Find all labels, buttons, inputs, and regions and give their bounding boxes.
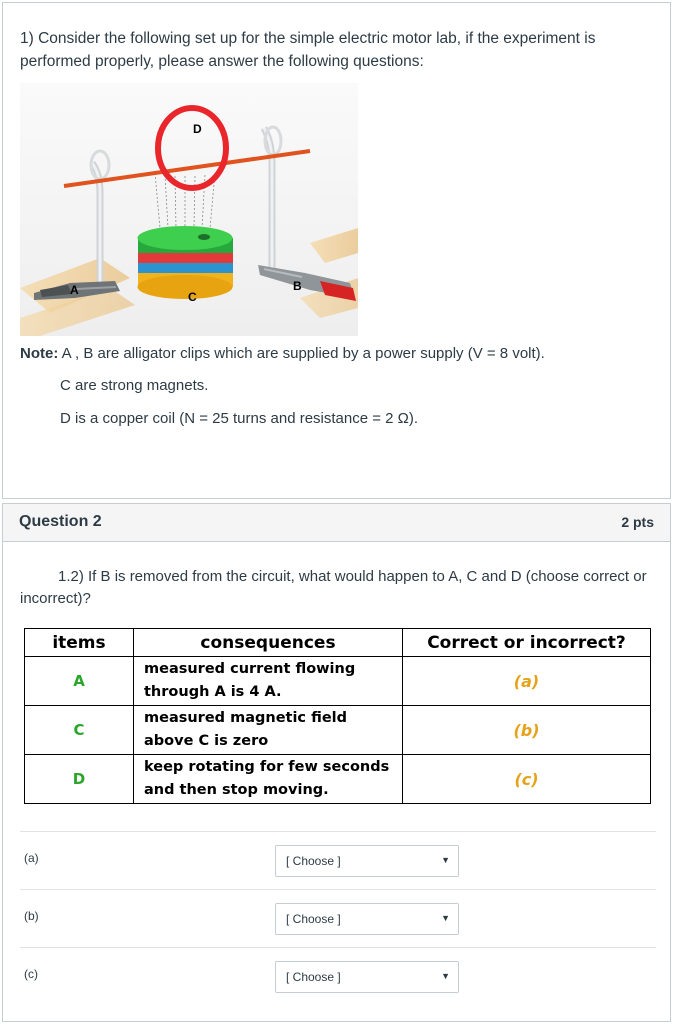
header-items: items bbox=[25, 629, 134, 657]
note-line-3: D is a copper coil (N = 25 turns and resistance = 2 Ω). bbox=[60, 410, 419, 427]
dropdown-arrow-icon: ▼ bbox=[441, 971, 450, 981]
row-answer: (b) bbox=[403, 706, 651, 755]
header-consequences: consequences bbox=[134, 629, 403, 657]
question-header bbox=[3, 504, 670, 542]
dropdown-c-value: [ Choose ] bbox=[286, 970, 341, 984]
dropdown-b[interactable] bbox=[275, 903, 459, 935]
label-c: C bbox=[188, 290, 197, 304]
question-text: 1.2) If B is removed from the circuit, what would happen to A, C and D (choose correct or incorrect)? bbox=[20, 568, 647, 607]
note-line-2: C are strong magnets. bbox=[60, 377, 209, 394]
row-item: C bbox=[25, 706, 134, 755]
note-line-1 bbox=[20, 345, 545, 362]
row-consequence: keep rotating for few seconds and then stop moving. bbox=[134, 755, 403, 804]
motor-lab-illustration bbox=[20, 83, 358, 336]
dropdown-a[interactable] bbox=[275, 845, 459, 877]
label-b: B bbox=[293, 279, 302, 293]
question-context-card bbox=[2, 2, 671, 499]
dropdown-c[interactable] bbox=[275, 961, 459, 993]
row-item: A bbox=[25, 657, 134, 706]
dropdown-label-a: (a) bbox=[24, 851, 39, 865]
header-correct: Correct or incorrect? bbox=[403, 629, 651, 657]
row-answer: (c) bbox=[403, 755, 651, 804]
row-answer: (a) bbox=[403, 657, 651, 706]
dropdown-label-c: (c) bbox=[24, 967, 38, 981]
table-row bbox=[25, 657, 651, 706]
question-card bbox=[2, 503, 671, 1022]
question-title: Question 2 bbox=[19, 513, 102, 530]
note-text-1: A , B are alligator clips which are supplied by a power supply (V = 8 volt). bbox=[58, 345, 545, 362]
label-a: A bbox=[70, 283, 79, 297]
dropdown-label-b: (b) bbox=[24, 909, 39, 923]
row-consequence: measured current flowing through A is 4 A. bbox=[134, 657, 403, 706]
row-consequence: measured magnetic field above C is zero bbox=[134, 706, 403, 755]
dropdown-arrow-icon: ▼ bbox=[441, 913, 450, 923]
divider bbox=[20, 831, 656, 832]
table-row bbox=[25, 706, 651, 755]
row-item: D bbox=[25, 755, 134, 804]
intro-text: 1) Consider the following set up for the simple electric motor lab, if the experiment is performed properly, please answer the following questions: bbox=[20, 30, 596, 70]
table-row bbox=[25, 755, 651, 804]
table-header-row bbox=[25, 629, 651, 657]
motor-lab-figure bbox=[20, 83, 358, 336]
dropdown-a-value: [ Choose ] bbox=[286, 854, 341, 868]
dropdown-b-value: [ Choose ] bbox=[286, 912, 341, 926]
divider bbox=[20, 889, 656, 890]
question-points: 2 pts bbox=[621, 514, 654, 530]
dropdown-arrow-icon: ▼ bbox=[441, 855, 450, 865]
label-d: D bbox=[193, 122, 202, 136]
divider bbox=[20, 947, 656, 948]
note-label: Note: bbox=[20, 345, 59, 362]
consequences-table bbox=[24, 628, 651, 804]
